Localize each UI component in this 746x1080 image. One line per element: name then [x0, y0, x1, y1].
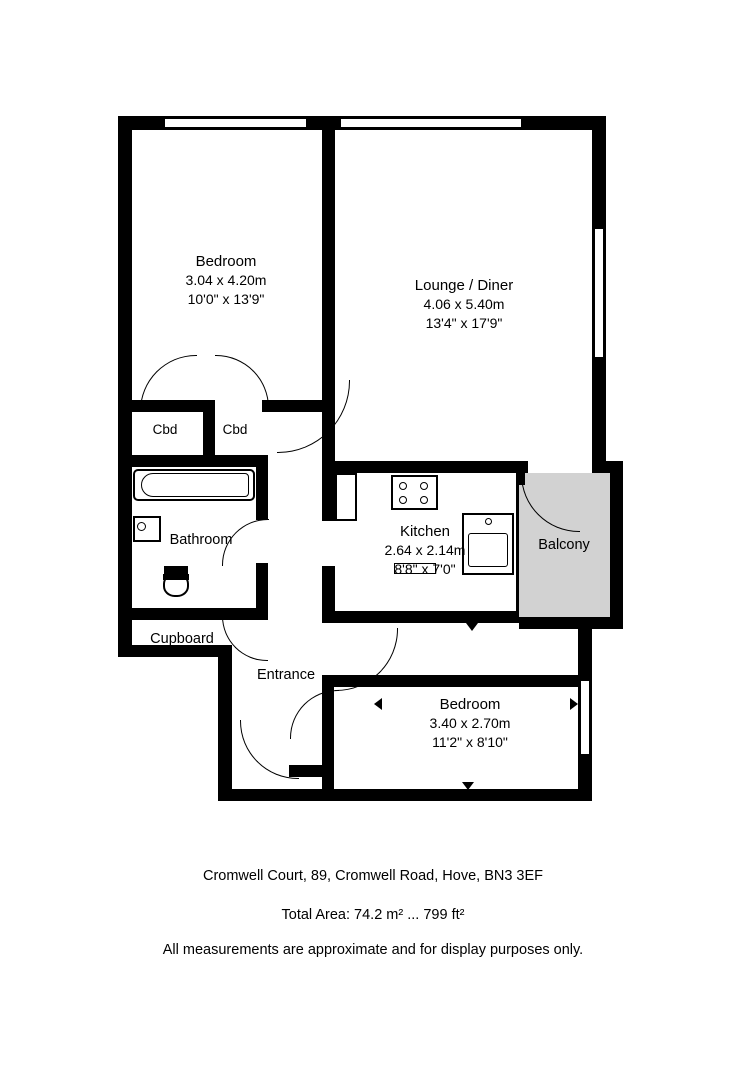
door-arc-lounge [277, 380, 350, 453]
wall-balcony-door-jamb [519, 473, 525, 485]
room-dim-imperial: 13'4" x 17'9" [425, 315, 503, 331]
window-bedroom1-top [164, 118, 307, 128]
sink-basin [137, 522, 146, 531]
wall-kitchen-bottom [322, 611, 528, 623]
room-label-bedroom2 [395, 695, 545, 752]
wall-bedroom2-top [408, 675, 592, 687]
hob-burner-1 [399, 482, 407, 490]
room-name: Lounge / Diner [414, 277, 514, 294]
hob-burner-3 [399, 496, 407, 504]
plan-address: Cromwell Court, 89, Cromwell Road, Hove, BN3 3EF [202, 868, 544, 884]
plan-disclaimer: All measurements are approximate and for display purposes only. [162, 942, 584, 958]
door-arc-bedroom1 [140, 355, 197, 412]
marker-kitchen-down [466, 623, 478, 631]
hob-fixture [391, 475, 438, 510]
hob-burner-2 [420, 482, 428, 490]
hob-burner-4 [420, 496, 428, 504]
room-label-bedroom1 [152, 252, 300, 309]
door-arc-cbd-right [215, 355, 269, 409]
marker-bedroom2-right [570, 698, 578, 710]
room-label-kitchen [350, 522, 500, 579]
room-name: Bedroom [195, 253, 257, 270]
room-dim-imperial: 10'0" x 13'9" [187, 291, 265, 307]
label-cbd-left: Cbd [152, 422, 178, 437]
window-lounge-right [594, 228, 604, 358]
wall-left-lower [118, 400, 132, 657]
door-arc-entrance-outer [240, 720, 299, 779]
window-bedroom2-right [580, 680, 590, 755]
label-bathroom: Bathroom [169, 532, 233, 548]
room-dim-metric: 3.40 x 2.70m [429, 715, 511, 731]
wall-bathroom-right [256, 455, 268, 520]
label-balcony: Balcony [538, 537, 590, 553]
wall-cbd-bottom [118, 455, 268, 467]
room-dim-metric: 3.04 x 4.20m [185, 272, 267, 288]
wall-left-exterior [118, 116, 132, 416]
plan-total-area: Total Area: 74.2 m² ... 799 ft² [281, 907, 465, 923]
room-label-lounge [384, 276, 544, 333]
room-dim-metric: 4.06 x 5.40m [423, 296, 505, 312]
room-dim-imperial: 11'2" x 8'10" [432, 734, 508, 750]
label-cupboard: Cupboard [150, 631, 214, 647]
label-entrance: Entrance [256, 667, 316, 683]
window-lounge-top [340, 118, 522, 128]
wall-balcony-top [592, 461, 623, 473]
toilet-stem [163, 574, 189, 580]
marker-bedroom2-down [462, 782, 474, 790]
room-name: Bedroom [439, 696, 501, 713]
wall-balcony-bottom [519, 617, 623, 629]
label-cbd-right: Cbd [222, 422, 248, 437]
room-dim-metric: 2.64 x 2.14m [384, 542, 466, 558]
wall-bottom-bedroom2 [289, 789, 592, 801]
room-dim-imperial: 8'8" x 7'0" [394, 561, 456, 577]
wall-kitchen-top [322, 461, 528, 473]
wall-entrance-left [218, 645, 232, 801]
kitchen-counter-left [335, 473, 357, 521]
room-name: Kitchen [399, 523, 451, 540]
bathtub-inner [141, 473, 249, 497]
marker-bedroom2-left [374, 698, 382, 710]
